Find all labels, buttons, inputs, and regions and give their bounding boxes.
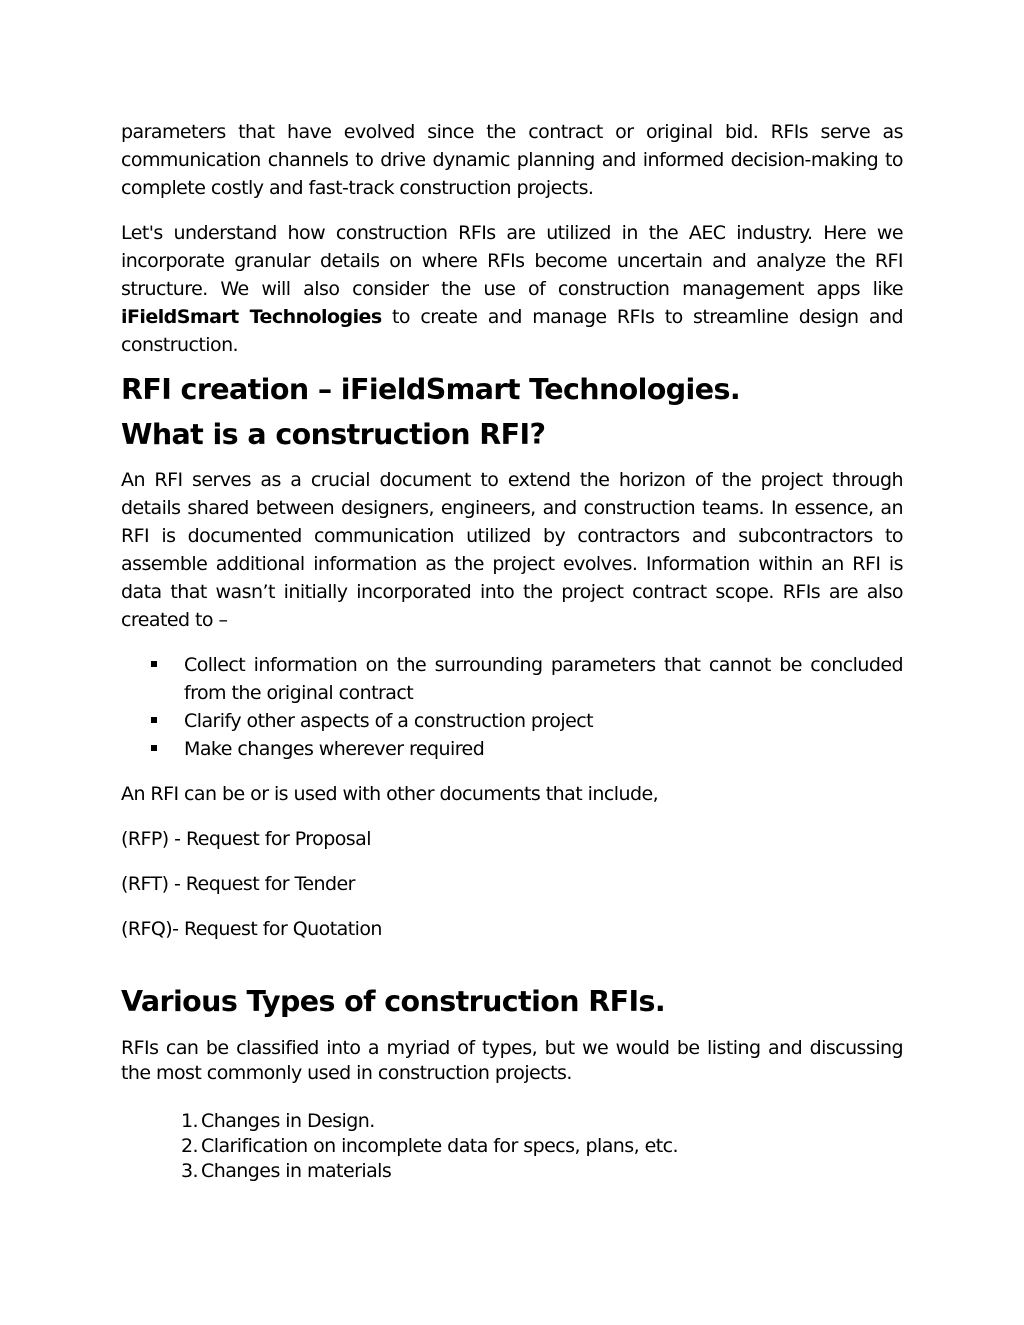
purpose-bullet-list: [121, 651, 903, 763]
heading-types: Various Types of construction RFIs.: [121, 985, 666, 1018]
types-numbered-list: [121, 1109, 903, 1184]
square-bullet-icon: [151, 661, 157, 667]
bullet-item: Clarify other aspects of a construction project: [184, 707, 903, 735]
related-doc-rft: (RFT) - Request for Tender: [121, 873, 355, 895]
numbered-item: 2. Clarification on incomplete data for specs, plans, etc.: [181, 1135, 679, 1157]
related-doc-rfq: (RFQ)- Request for Quotation: [121, 918, 382, 940]
brand-name-bold: iFieldSmart Technologies: [121, 306, 382, 328]
square-bullet-icon: [151, 745, 157, 751]
related-doc-rfp: (RFP) - Request for Proposal: [121, 828, 371, 850]
numbered-item: 1. Changes in Design.: [181, 1110, 375, 1132]
understanding-text-before: Let's understand how construction RFIs are utilized in the AEC industry. Here we incorporate granular details on where RFIs become uncertain and analyze the RFI structure. We will also consider the use of construction management apps like: [121, 222, 903, 300]
square-bullet-icon: [151, 717, 157, 723]
understanding-text-after: to create and manage RFIs to streamline design and construction.: [121, 306, 903, 356]
document-page: [121, 118, 903, 1184]
intro-paragraph: parameters that have evolved since the contract or original bid. RFIs serve as communication channels to drive dynamic planning and informed decision-making to complete costly and fast-track construction projects.: [121, 121, 903, 199]
related-docs-intro: An RFI can be or is used with other documents that include,: [121, 783, 659, 805]
numbered-item: 3. Changes in materials: [181, 1160, 392, 1182]
heading-what-is-rfi: What is a construction RFI?: [121, 418, 546, 451]
types-paragraph: RFIs can be classified into a myriad of types, but we would be listing and discussing the most commonly used in construction projects.: [121, 1037, 903, 1084]
understanding-paragraph: [121, 219, 903, 359]
definition-paragraph: An RFI serves as a crucial document to extend the horizon of the project through details shared between designers, engineers, and construction teams. In essence, an RFI is documented communication utilized by contractors and subcontractors to assemble additional information as the project evolves. Information within an RFI is data that wasn’t initially incorporated into the project contract scope. RFIs are also created to –: [121, 469, 903, 631]
bullet-item: Make changes wherever required: [184, 735, 903, 763]
heading-rfi-creation: RFI creation – iFieldSmart Technologies.: [121, 373, 741, 406]
bullet-item: Collect information on the surrounding parameters that cannot be concluded from the original contract: [184, 651, 903, 707]
